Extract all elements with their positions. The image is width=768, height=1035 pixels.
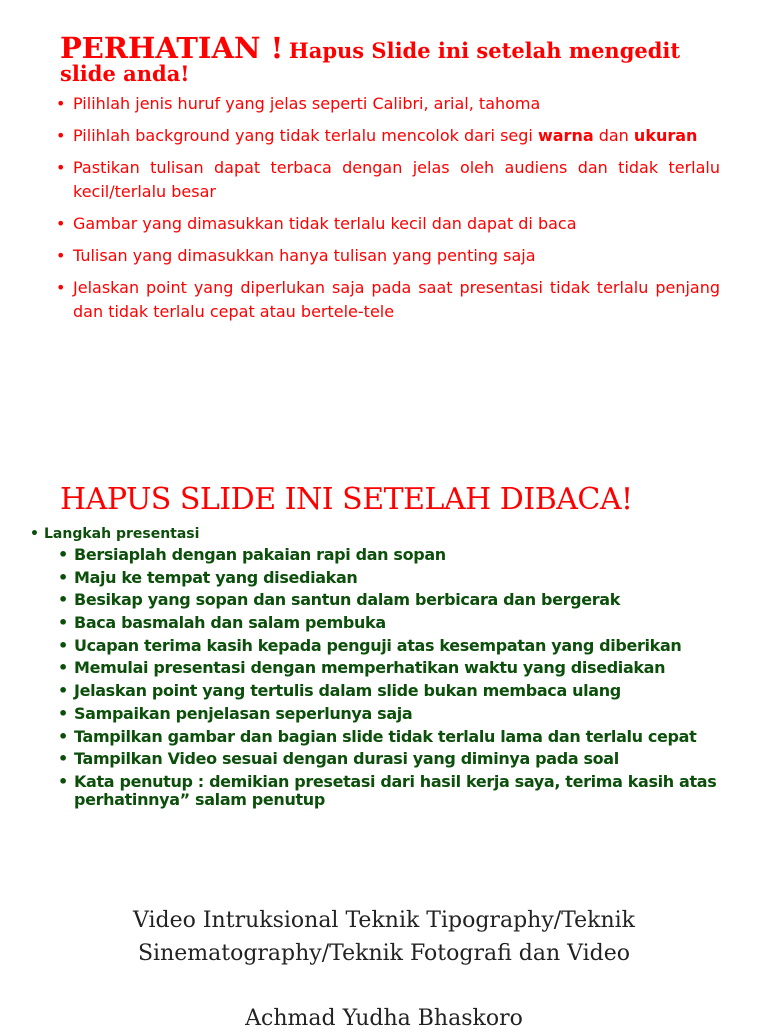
presentation-title bbox=[0, 904, 768, 970]
tip-item: • Pastikan tulisan dapat terbaca dengan jelas oleh audiens dan tidak terlalu kecil/terlalu besar bbox=[56, 156, 720, 204]
tip-text: dan bbox=[598, 126, 629, 145]
steps-heading: • Langkah presentasi bbox=[30, 526, 199, 542]
tip-item: • Tulisan yang dimasukkan hanya tulisan yang penting saja bbox=[56, 244, 720, 268]
tip-bold: ukuran bbox=[633, 126, 698, 145]
slide-2-title: HAPUS SLIDE INI SETELAH DIBACA! bbox=[60, 482, 633, 517]
tip-bold: warna bbox=[537, 126, 594, 145]
author-name: Achmad Yudha Bhaskoro bbox=[245, 1006, 523, 1031]
step-item: • Kata penutup : demikian presetasi dari hasil kerja saya, terima kasih atas perhatinnya” salam penutup bbox=[58, 773, 748, 809]
step-item: • Tampilkan gambar dan bagian slide tidak terlalu lama dan terlalu cepat bbox=[58, 728, 748, 746]
tip-item bbox=[56, 124, 720, 148]
tip-item: • Jelaskan point yang diperlukan saja pada saat presentasi tidak terlalu penjang dan tidak terlalu cepat atau bertele-tele bbox=[56, 276, 720, 324]
tip-item: • Pilihlah jenis huruf yang jelas seperti Calibri, arial, tahoma bbox=[56, 92, 720, 116]
step-item: • Tampilkan Video sesuai dengan durasi yang diminya pada soal bbox=[58, 750, 748, 768]
step-item: • Bersiaplah dengan pakaian rapi dan sopan bbox=[58, 546, 748, 564]
step-item: • Jelaskan point yang tertulis dalam slide bukan membaca ulang bbox=[58, 682, 748, 700]
title-line: Video Intruksional Teknik Tipography/Teknik bbox=[132, 908, 636, 933]
step-item: • Besikap yang sopan dan santun dalam berbicara dan bergerak bbox=[58, 591, 748, 609]
step-item: • Ucapan terima kasih kepada penguji atas kesempatan yang diberikan bbox=[58, 637, 748, 655]
tip-text: Pilihlah background yang tidak terlalu mencolok dari segi bbox=[73, 126, 533, 145]
tip-item: • Gambar yang dimasukkan tidak terlalu kecil dan dapat di baca bbox=[56, 212, 720, 236]
title-line: Sinematography/Teknik Fotografi dan Video bbox=[137, 941, 631, 966]
slide-notice-editing bbox=[0, 0, 768, 420]
steps-list bbox=[58, 546, 748, 814]
title-subtitle: Hapus Slide ini setelah mengedit slide anda! bbox=[60, 38, 681, 86]
slide-presentation-steps bbox=[0, 470, 768, 870]
step-item: • Memulai presentasi dengan memperhatikan waktu yang disediakan bbox=[58, 659, 748, 677]
tips-list bbox=[56, 92, 720, 332]
step-item: • Baca basmalah dan salam pembuka bbox=[58, 614, 748, 632]
title-slide bbox=[0, 900, 768, 1031]
step-item: • Sampaikan penjelasan seperlunya saja bbox=[58, 705, 748, 723]
step-item: • Maju ke tempat yang disediakan bbox=[58, 569, 748, 587]
slide-1-title bbox=[60, 31, 700, 86]
title-perhatian: PERHATIAN ! bbox=[60, 31, 284, 65]
